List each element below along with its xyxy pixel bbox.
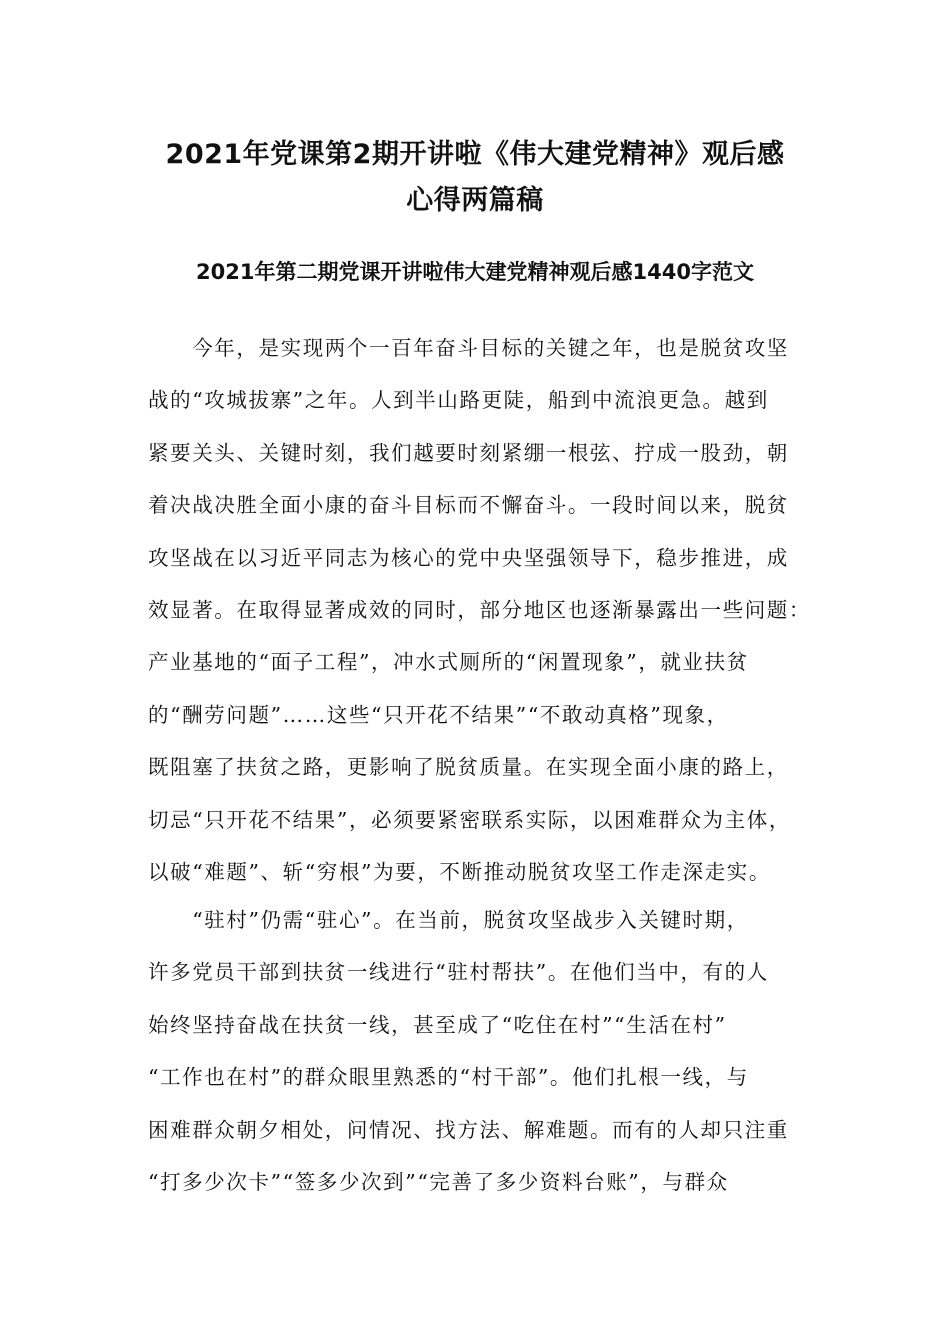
paragraph-line: 切忌“只开花不结果”，必须要紧密联系实际，以困难群众为主体，: [148, 807, 791, 832]
paragraph-line: 以破“难题”、斩“穷根”为要，不断推动脱贫攻坚工作走深走实。: [148, 859, 771, 884]
paragraph-line: 紧要关头、关键时刻，我们越要时刻紧绷一根弦、拧成一股劲，朝: [148, 440, 789, 465]
paragraph-line: “打多少次卡”“签多少次到”“完善了多少资料台账”，与群众: [148, 1169, 729, 1194]
body-paragraph-1: [148, 322, 811, 898]
paragraph-line: 今年，是实现两个一百年奋斗目标的关键之年，也是脱贫攻坚: [148, 336, 789, 360]
paragraph-line: 效显著。在取得显著成效的同时，部分地区也逐渐暴露出一些问题：: [148, 597, 811, 622]
document-title-line-1: 2021年党课第2期开讲啦《伟大建党精神》观后感: [165, 139, 785, 170]
paragraph-line: “驻村”仍需“驻心”。在当前，脱贫攻坚战步入关键时期，: [148, 908, 749, 932]
paragraph-line: 攻坚战在以习近平同志为核心的党中央坚强领导下，稳步推进，成: [148, 545, 789, 570]
paragraph-line: “工作也在村”的群众眼里熟悉的“村干部”。他们扎根一线，与: [148, 1065, 749, 1090]
paragraph-line: 产业基地的“面子工程”，冲水式厕所的“闲置现象”，就业扶贫: [148, 650, 749, 675]
paragraph-line: 的“酬劳问题”……这些“只开花不结果”“不敢动真格”现象，: [148, 702, 729, 727]
paragraph-line: 许多党员干部到扶贫一线进行“驻村帮扶”。在他们当中，有的人: [148, 960, 769, 985]
paragraph-line: 困难群众朝夕相处，问情况、找方法、解难题。而有的人却只注重: [148, 1117, 789, 1142]
paragraph-line: 始终坚持奋战在扶贫一线，甚至成了“吃住在村”“生活在村”: [148, 1012, 727, 1037]
paragraph-line: 着决战决胜全面小康的奋斗目标而不懈奋斗。一段时间以来，脱贫: [148, 493, 789, 518]
body-paragraph-2: [148, 894, 808, 1208]
paragraph-line: 既阻塞了扶贫之路，更影响了脱贫质量。在实现全面小康的路上，: [148, 755, 789, 780]
paragraph-line: 战的“攻城拔寨”之年。人到半山路更陡，船到中流浪更急。越到: [148, 388, 769, 413]
section-heading: 2021年第二期党课开讲啦伟大建党精神观后感1440字范文: [196, 260, 754, 284]
document-title-line-2: 心得两篇稿: [406, 185, 544, 216]
